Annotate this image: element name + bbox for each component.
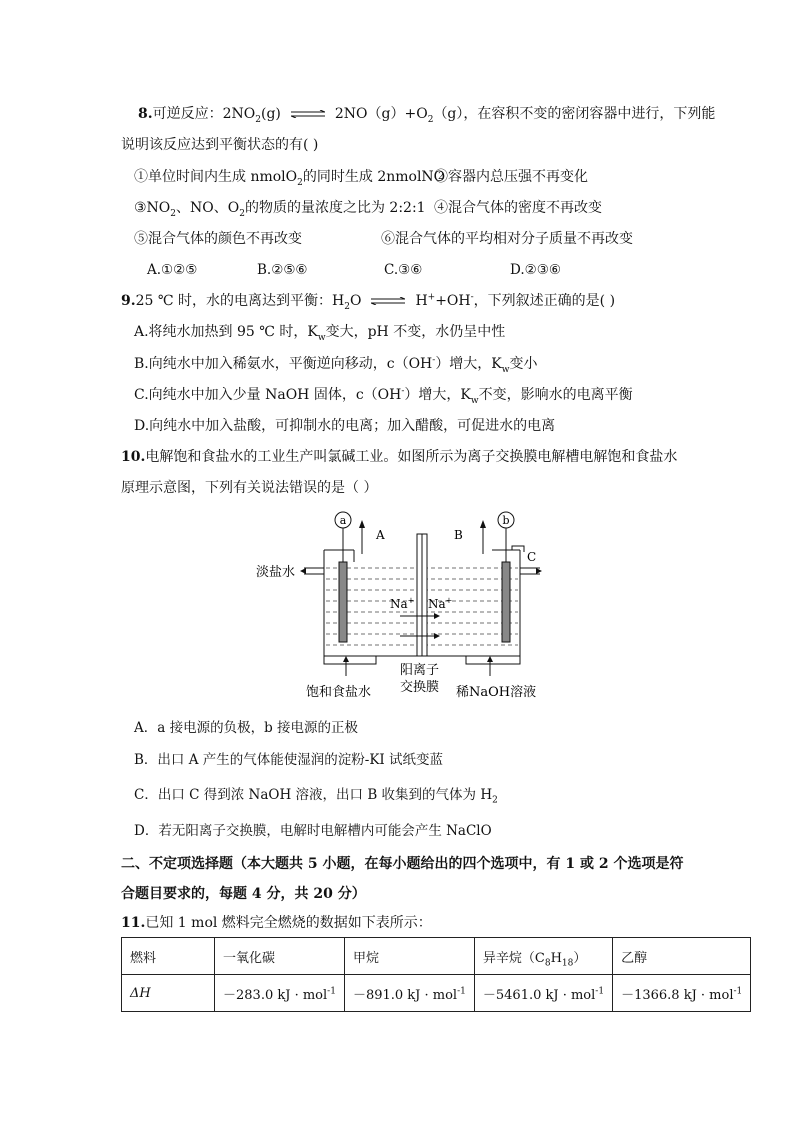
- q9-option-c[interactable]: C.向纯水中加入少量 NaOH 固体，c（OH-）增大，$K_w$不变，影响水的电离平衡: [134, 386, 633, 406]
- label-a: a: [339, 514, 347, 527]
- electrode-left: [339, 562, 347, 642]
- q8-rhs: $2NO(g)+O_2(g)$，在容积不变的密闭容器中进行，下列能: [334, 106, 716, 125]
- q9-option-d[interactable]: D.向纯水中加入盐酸，可抑制水的电离；加入醋酸，可促进水的电离: [134, 418, 556, 434]
- q10-option-a[interactable]: A．a 接电源的负极，b 接电源的正极: [134, 720, 359, 736]
- label-b: b: [502, 514, 510, 527]
- equilibrium-arrow-icon: [291, 110, 325, 118]
- q8-stem-line1: [138, 105, 715, 123]
- q9-option-b[interactable]: B.向纯水中加入稀氨水，平衡逆向移动，c（OH-）增大，$K_w$变小: [134, 355, 538, 375]
- na-ion-label-left: Na+: [390, 596, 415, 611]
- q8-stem-line2: 说明该反应达到平衡状态的有( ): [121, 137, 319, 153]
- q8-lead: 可逆反应：: [152, 106, 223, 122]
- q8-option-d[interactable]: D.②③⑥: [510, 262, 561, 278]
- q9-stem: 9.25 ℃ 时，水的电离达到平衡：$H_2O$ H++OH-，下列叙述正确的是( ): [121, 292, 616, 312]
- q9-number: 9.: [121, 293, 136, 309]
- table-cell: ΔH: [122, 975, 215, 1012]
- q8-option-c[interactable]: C.③⑥: [384, 262, 423, 278]
- table-cell: 异辛烷$(C_8H_{18})$: [474, 938, 612, 975]
- naoh-solution-label: 稀NaOH溶液: [456, 685, 537, 700]
- membrane-label-2: 交换膜: [400, 680, 440, 695]
- table-cell: －1366.8 kJ · mol$^{-1}$: [613, 975, 751, 1012]
- dilute-brine-label: 淡盐水: [256, 565, 296, 580]
- table-cell: 燃料: [122, 938, 215, 975]
- section-2-heading-line2: 合题目要求的，每题 4 分，共 20 分）: [121, 886, 366, 902]
- q10-stem-line2: 原理示意图，下列有关说法错误的是（ ）: [121, 480, 378, 496]
- q10-option-b[interactable]: B．出口 A 产生的气体能使湿润的淀粉-KI 试纸变蓝: [134, 752, 444, 768]
- table-cell: 甲烷: [344, 938, 474, 975]
- q8-option-a[interactable]: A.①②⑤: [147, 262, 198, 278]
- q10-number: 10.: [121, 449, 146, 465]
- q8-statement-5: ⑤混合气体的颜色不再改变: [134, 231, 302, 247]
- table-cell: 一氧化碳: [215, 938, 345, 975]
- q8-statement-1: ①单位时间内生成 nmolO$_2$的同时生成 2nmolNO: [134, 169, 446, 188]
- q9-option-a[interactable]: A.将纯水加热到 95 ℃ 时，$K_w$变大，pH 不变，水仍呈中性: [134, 324, 506, 343]
- electrolysis-cell-diagram: [250, 506, 550, 706]
- fuel-combustion-table: [121, 937, 751, 1012]
- electrode-right: [502, 562, 510, 642]
- outlet-b-label: B: [454, 528, 463, 542]
- membrane-label-1: 阳离子: [400, 663, 440, 678]
- table-cell: －5461.0 kJ · mol$^{-1}$: [474, 975, 612, 1012]
- table-cell: 乙醇: [613, 938, 751, 975]
- equilibrium-arrow-icon: [371, 297, 405, 305]
- q10-option-d[interactable]: D．若无阳离子交换膜，电解时电解槽内可能会产生 NaClO: [134, 823, 492, 839]
- q8-lhs: $2NO_2(g)$: [222, 106, 281, 125]
- q10-option-c[interactable]: C．出口 C 得到浓 NaOH 溶液，出口 B 收集到的气体为 $H_2$: [134, 787, 498, 806]
- outlet-a-label: A: [376, 528, 385, 542]
- table-row: [122, 975, 751, 1012]
- q8-statement-2: ②容器内总压强不再变化: [434, 169, 588, 185]
- q8-statement-6: ⑥混合气体的平均相对分子质量不再改变: [381, 231, 633, 247]
- q11-number: 11.: [121, 915, 146, 931]
- q8-number: 8.: [138, 106, 153, 122]
- q11-stem: 11.已知 1 mol 燃料完全燃烧的数据如下表所示：: [121, 915, 432, 931]
- q8-statement-3: $③NO_2$、NO、$O_2$的物质的量浓度之比为 2:2:1: [134, 200, 426, 219]
- table-cell: －283.0 kJ · mol$^{-1}$: [215, 975, 345, 1012]
- q8-statement-4: ④混合气体的密度不再改变: [434, 200, 602, 216]
- saturated-brine-label: 饱和食盐水: [306, 685, 372, 700]
- table-cell: －891.0 kJ · mol$^{-1}$: [344, 975, 474, 1012]
- na-ion-label-right: Na+: [428, 596, 453, 611]
- q10-stem-line1: 10.电解饱和食盐水的工业生产叫氯碱工业。如图所示为离子交换膜电解槽电解饱和食盐水: [121, 449, 678, 465]
- q8-option-b[interactable]: B.②⑤⑥: [257, 262, 308, 278]
- section-2-heading: 二、不定项选择题（本大题共 5 小题，在每小题给出的四个选项中，有 1 或 2 个选项是符: [121, 856, 684, 872]
- outlet-c-label: C: [527, 550, 537, 564]
- table-row: [122, 938, 751, 975]
